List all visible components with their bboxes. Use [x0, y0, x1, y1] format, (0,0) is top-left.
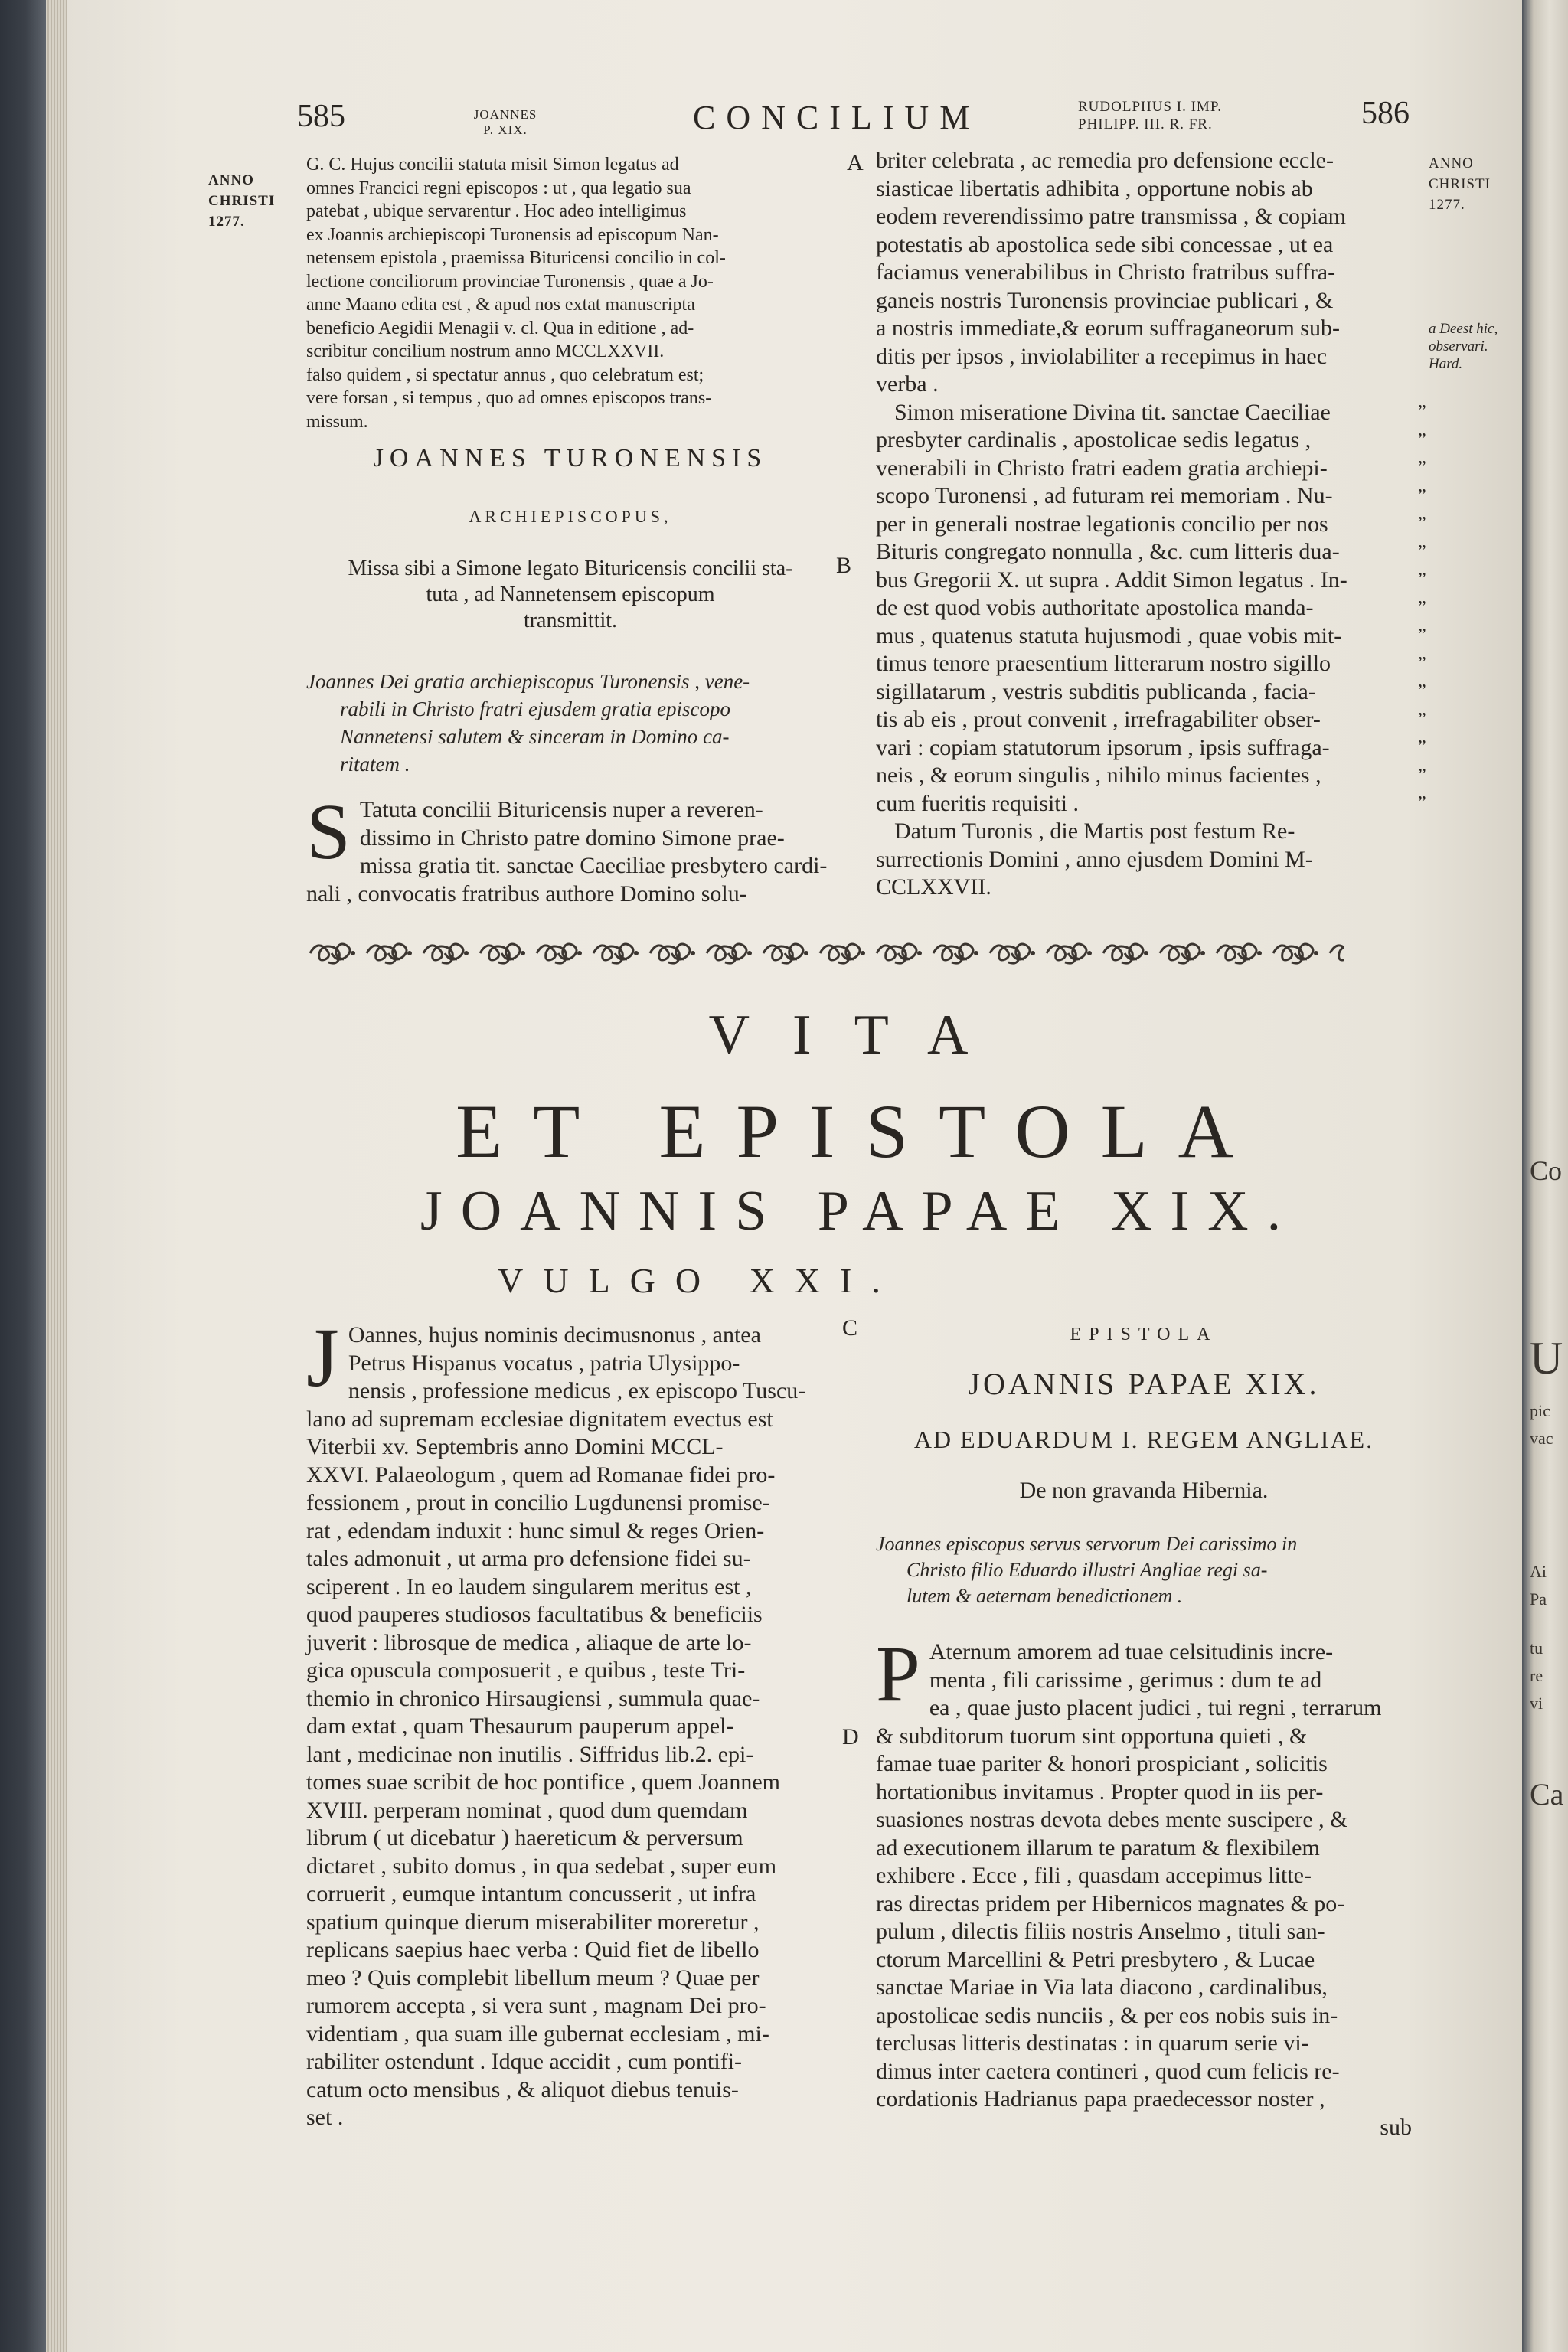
ornament-motif: [1103, 944, 1143, 963]
ornament-motif: [763, 944, 803, 963]
quote-mark: ”: [1418, 653, 1426, 674]
text-line: tales admonuit , ut arma pro defensione fidei su-: [306, 1546, 751, 1571]
text-line: quod pauperes studiosos facultatibus & beneficiis: [306, 1602, 763, 1627]
drop-cap: J: [306, 1311, 339, 1404]
text-line: Christo filio Eduardo illustri Angliae regi sa-: [906, 1559, 1268, 1581]
text-line: transmittit.: [523, 609, 618, 632]
quote-mark: ”: [1418, 514, 1426, 534]
ornament-dot: [804, 951, 808, 956]
text-line: videntiam , qua suam ille gubernat ecclesiam , mi-: [306, 2020, 769, 2047]
facing-fragment: vac: [1530, 1429, 1553, 1448]
margin-anno-left: [208, 170, 275, 232]
catchword: sub: [1380, 2114, 1412, 2140]
text-line: nali , convocatis fratribus authore Domino solu-: [306, 880, 747, 906]
text-line: Tatuta concilii Bituricensis nuper a reveren-: [359, 797, 763, 822]
quote-mark: ”: [1418, 485, 1426, 506]
text-line: rat , edendam induxit : hunc simul & reges Orien-: [306, 1517, 765, 1544]
ornament-dot: [1257, 951, 1262, 956]
section-marker: D: [842, 1724, 859, 1749]
text-line: meo ? Quis complebit libellum meum ? Quae per: [306, 1965, 760, 1991]
epistola-address: AD EDUARDUM I. REGEM ANGLIAE.: [913, 1426, 1374, 1453]
text-line: per in generali nostrae legationis concilio per nos: [876, 511, 1328, 537]
facing-fragment: U: [1530, 1333, 1563, 1383]
ornament-motif: [480, 944, 520, 963]
quote-mark: ”: [1418, 793, 1426, 813]
ornament-motif: [1217, 944, 1256, 963]
ornament-dot: [634, 951, 639, 956]
running-head-left: [459, 107, 551, 138]
text-line: G. C. Hujus concilii statuta misit Simon legatus ad: [306, 155, 679, 175]
quote-mark: ”: [1418, 430, 1426, 450]
text-line: eodem reverendissimo patre transmissa , & copiam: [876, 204, 1346, 229]
text-line: themio in chronico Hirsaugiensi , summula quae-: [306, 1685, 760, 1711]
text-line: replicans saepius haec verba : Quid fiet de libello: [306, 1937, 760, 1962]
text-line: dam extat , quam Thesaurum pauperum appel-: [306, 1713, 734, 1739]
right-column-top: [876, 147, 1412, 902]
text-line: lant , medicinae non inutilis . Siffridus lib.2. epi-: [306, 1741, 754, 1767]
section-marker: B: [836, 553, 852, 578]
text-line: hortationibus invitamus . Propter quod in iis per-: [876, 1779, 1324, 1805]
facing-fragment: pic: [1530, 1401, 1550, 1420]
page-number-right: 586: [1361, 96, 1410, 131]
text-line: sciperent . In eo laudem singularem meritus est ,: [306, 1573, 752, 1599]
text-line: suasiones nostras devota debes mente suscipere , &: [876, 1807, 1348, 1832]
text-line: Joannes Dei gratia archiepiscopus Turonensis , vene-: [306, 670, 750, 693]
text-line: sanctae Mariae in Via lata diacono , cardinalibus,: [876, 1975, 1328, 2000]
text-line: scribitur concilium nostrum anno MCCLXXVII.: [306, 341, 665, 361]
page-title: CONCILIUM: [693, 99, 981, 136]
text-line: terclusas litteris destinatas : in quarum serie vi-: [876, 2030, 1309, 2056]
ornament-dot: [747, 951, 752, 956]
text-line: spatium quinque dierum miserabiliter moreretur ,: [306, 1909, 760, 1935]
quote-mark: ”: [1418, 765, 1426, 786]
vita-body: [306, 1311, 835, 2132]
margin-line: Hard.: [1429, 356, 1463, 372]
text-line: omnes Francici regni episcopos : ut , qua legatio sua: [306, 178, 691, 198]
text-line: lutem & aeternam benedictionem .: [906, 1585, 1183, 1607]
page-number-left: 585: [297, 99, 345, 134]
ornament-motif: [537, 944, 577, 963]
text-line: missa gratia tit. sanctae Caeciliae presbytero cardi-: [359, 853, 828, 878]
text-line: ad executionem illarum te paratum & flexibilem: [876, 1834, 1320, 1860]
text-line: tomes suae scribit de hoc pontifice , quem Joannem: [306, 1769, 780, 1795]
running-head-right: [1078, 98, 1222, 133]
epistola-salutation: [876, 1531, 1412, 1609]
ornament-dot: [1314, 951, 1318, 956]
text-line: Datum Turonis , die Martis post festum Re-: [894, 818, 1295, 844]
epistola-body: [876, 1630, 1412, 2141]
text-line: lano ad supremam ecclesiae dignitatem evectus est: [306, 1406, 773, 1432]
ornament-motif: [650, 944, 690, 963]
text-line: & subditorum tuorum sint opportuna quieti , &: [876, 1723, 1308, 1749]
text-line: sigillatarum , vestris subditis publicanda , facia-: [876, 678, 1316, 704]
epistola-heading: JOANNIS PAPAE XIX.: [968, 1367, 1320, 1401]
text-line: dissimo in Christo patre domino Simone prae-: [359, 825, 785, 851]
quote-mark: ”: [1418, 570, 1426, 590]
text-line: Missa sibi a Simone legato Bituricensis concilii sta-: [348, 557, 793, 580]
text-line: patebat , ubique servarentur . Hoc adeo intelligimus: [306, 201, 687, 221]
text-line: briter celebrata , ac remedia pro defensione eccle-: [876, 148, 1334, 173]
text-line: Oannes, hujus nominis decimusnonus , antea: [348, 1322, 761, 1348]
text-line: de est quod vobis authoritate apostolica manda-: [876, 595, 1314, 620]
text-line: ritatem .: [340, 753, 410, 776]
text-line: ex Joannis archiepiscopi Turonensis ad episcopum Nan-: [306, 224, 719, 245]
running-head-line: RUDOLPHUS I. IMP.: [1078, 99, 1223, 115]
facing-page-edge: [1522, 0, 1568, 2352]
ornament-dot: [464, 951, 469, 956]
margin-line: a Deest hic,: [1429, 321, 1498, 337]
text-line: potestatis ab apostolica sede sibi concessae , ut ea: [876, 231, 1334, 257]
text-line: vari : copiam statutorum ipsorum , ipsis suffraga-: [876, 734, 1330, 760]
text-line: ctorum Marcellini & Petri presbytero , & Lucae: [876, 1946, 1315, 1972]
quote-marks: [1418, 398, 1438, 818]
text-line: Simon miseratione Divina tit. sanctae Caeciliae: [894, 399, 1331, 425]
text-line: gica opuscula composuerit , e quibus , teste Tri-: [306, 1658, 746, 1683]
text-line: ras directas pridem per Hibernicos magnates & po-: [876, 1890, 1345, 1916]
quote-mark: ”: [1418, 541, 1426, 562]
ornament-motif: [367, 944, 407, 963]
margin-note-right: [1429, 320, 1498, 373]
ornament-motif: [593, 944, 633, 963]
text-line: nensis , professione medicus , ex episcopo Tuscu-: [348, 1378, 806, 1403]
ornament-dot: [1087, 951, 1092, 956]
text-line: mus , quatenus statuta hujusmodi , quae vobis mit-: [876, 622, 1342, 648]
running-head-line: P. XIX.: [483, 122, 528, 137]
text-line: rabiliter ostendunt . Idque accidit , cum pontifi-: [306, 2049, 743, 2074]
ornament-motif: [990, 944, 1030, 963]
facing-fragment: tu: [1530, 1638, 1544, 1658]
letter-salutation: [306, 668, 835, 778]
ornament-dot: [1200, 951, 1205, 956]
text-line: ea , quae justo placent judici , tui regni , terrarum: [929, 1695, 1382, 1720]
ornament-dot: [691, 951, 695, 956]
intro-note: [306, 153, 835, 433]
text-line: set .: [306, 2105, 344, 2130]
quote-mark: ”: [1418, 402, 1426, 422]
text-line: XVIII. perperam nominat , quod dum quemdam: [306, 1797, 748, 1823]
ornament-dot: [577, 951, 582, 956]
text-line: corruerit , eumque intantum concusserit , ut infra: [306, 1881, 756, 1906]
ornament-dot: [861, 951, 865, 956]
text-line: falso quidem , si spectatur annus , quo celebratum est;: [306, 364, 704, 385]
ornament-dot: [974, 951, 978, 956]
text-line: XXVI. Palaeologum , quem ad Romanae fidei pro-: [306, 1462, 776, 1488]
text-line: ganeis nostris Turonensis provinciae publicari , &: [876, 287, 1334, 313]
margin-line: CHRISTI: [1429, 176, 1491, 192]
drop-cap: P: [876, 1630, 920, 1718]
title-et-epistola: ET EPISTOLA: [456, 1089, 1264, 1174]
ornament-motif: [707, 944, 746, 963]
facing-fragment: re: [1530, 1666, 1544, 1685]
text-line: vere forsan , si tempus , quo ad omnes episcopos trans-: [306, 388, 712, 408]
margin-anno-right: [1429, 153, 1491, 215]
text-line: Joannes episcopus servus servorum Dei carissimo in: [876, 1533, 1298, 1555]
ornament-band: [302, 934, 1344, 972]
letter-body: [306, 788, 835, 908]
ornament-dot: [521, 951, 525, 956]
facing-fragment: Pa: [1530, 1589, 1547, 1609]
drop-cap: S: [306, 788, 351, 876]
text-line: a nostris immediate,& eorum suffraganeorum sub-: [876, 315, 1340, 341]
text-line: cordationis Hadrianus papa praedecessor noster ,: [876, 2086, 1325, 2112]
quote-mark: ”: [1418, 709, 1426, 730]
section-marker: C: [842, 1315, 858, 1341]
text-line: pulum , dilectis filiis nostris Anselmo , tituli san-: [876, 1919, 1325, 1944]
facing-fragment: Co: [1530, 1155, 1563, 1186]
facing-fragment: Ai: [1530, 1562, 1547, 1581]
text-line: anne Maano edita est , & apud nos extat manuscripta: [306, 295, 695, 315]
text-line: surrectionis Domini , anno ejusdem Domini M-: [876, 846, 1313, 872]
text-line: exhibere . Ecce , fili , quasdam accepimus litte-: [876, 1863, 1312, 1888]
text-line: tis ab eis , prout convenit , irrefragabiliter obser-: [876, 707, 1321, 732]
text-line: ditis per ipsos , inviolabiliter a recepimus in haec: [876, 343, 1328, 369]
ornament-dot: [1031, 951, 1035, 956]
text-line: juverit : librosque de medica , aliaque de arte lo-: [306, 1629, 752, 1655]
page-fore-edge: [46, 0, 67, 2352]
ornament-motif: [1273, 944, 1313, 963]
title-joannis: JOANNIS PAPAE XIX.: [420, 1180, 1300, 1243]
text-line: timus tenore praesentium litterarum nostro sigillo: [876, 651, 1331, 676]
section-marker: A: [847, 150, 864, 175]
text-line: catum octo mensibus , & aliquot diebus tenuis-: [306, 2076, 739, 2102]
text-line: CCLXXVII.: [876, 874, 991, 900]
letter-subheading: ARCHIEPISCOPUS,: [469, 507, 672, 526]
text-line: Viterbii xv. Septembris anno Domini MCCL-: [306, 1434, 724, 1459]
ornament-motif: [1160, 944, 1200, 963]
text-line: cum fueritis requisiti .: [876, 790, 1079, 816]
text-line: fessionem , prout in concilio Lugdunensi promise-: [306, 1490, 770, 1515]
text-line: librum ( ut dicebatur ) haereticum & perversum: [306, 1825, 743, 1851]
quote-mark: ”: [1418, 458, 1426, 478]
title-vita: VITA: [708, 1004, 1011, 1067]
text-line: Aternum amorem ad tuae celsitudinis incre-: [929, 1639, 1334, 1664]
text-line: scopo Turonensi , ad futuram rei memoriam . Nu-: [876, 483, 1333, 508]
facing-fragment: vi: [1530, 1694, 1544, 1713]
text-line: Petrus Hispanus vocatus , patria Ulysippo-: [348, 1350, 740, 1376]
text-line: apostolicae sedis nunciis , & per eos nobis suis in-: [876, 2002, 1338, 2028]
text-line: lectione conciliorum provinciae Turonensis , quae a Jo-: [306, 271, 714, 292]
text-line: faciamus venerabilibus in Christo fratribus suffra-: [876, 260, 1336, 285]
text-line: neis , & eorum singulis , nihilo minus facientes ,: [876, 763, 1321, 788]
text-line: bus Gregorii X. ut supra . Addit Simon legatus . In-: [876, 567, 1348, 593]
margin-line: CHRISTI: [208, 193, 276, 209]
text-line: siasticae libertatis adhibita , opportune nobis ab: [876, 175, 1313, 201]
margin-line: observari.: [1429, 338, 1488, 354]
quote-mark: ”: [1418, 737, 1426, 757]
text-line: dimus inter caetera contineri , quod cum felicis re-: [876, 2058, 1340, 2084]
letter-heading: JOANNES TURONENSIS: [373, 444, 768, 472]
ornament-dot: [407, 951, 412, 956]
margin-line: 1277.: [208, 214, 245, 230]
text-line: presbyter cardinalis , apostolicae sedis legatus ,: [876, 427, 1312, 452]
text-line: rumorem accepta , si vera sunt , magnam Dei pro-: [306, 1993, 766, 2018]
running-head-line: JOANNES: [473, 107, 537, 122]
text-line: missum.: [306, 411, 368, 432]
epistola-label: EPISTOLA: [1070, 1325, 1218, 1344]
ornament-motif: [1047, 944, 1086, 963]
margin-line: ANNO: [208, 172, 254, 188]
text-line: tuta , ad Nannetensem episcopum: [426, 583, 715, 606]
margin-line: 1277.: [1429, 197, 1465, 213]
text-line: netensem epistola , praemissa Bituricensi concilio in col-: [306, 248, 726, 268]
text-line: verba .: [876, 371, 939, 397]
letter-summary: [306, 556, 835, 634]
title-vulgo: VULGO XXI.: [498, 1261, 900, 1300]
text-line: menta , fili carissime , gerimus : dum te ad: [929, 1667, 1322, 1693]
ornament-dot: [1144, 951, 1148, 956]
book-gutter: [0, 0, 46, 2352]
ornament-motif: [933, 944, 973, 963]
epistola-summary: De non gravanda Hibernia.: [1019, 1478, 1269, 1503]
text-line: famae tuae pariter & honori prospiciant , solicitis: [876, 1751, 1328, 1776]
quote-mark: ”: [1418, 681, 1426, 701]
ornament-dot: [917, 951, 922, 956]
text-line: dictaret , subito domus , in qua sedebat , super eum: [306, 1853, 777, 1879]
quote-mark: ”: [1418, 626, 1426, 645]
margin-line: ANNO: [1429, 155, 1474, 172]
ornament-motif: [423, 944, 463, 963]
ornament-motif: [877, 944, 916, 963]
quote-mark: ”: [1418, 597, 1426, 618]
ornament-motif: [820, 944, 860, 963]
running-head-line: PHILIPP. III. R. FR.: [1078, 116, 1213, 132]
text-line: Bituris congregato nonnulla , &c. cum litteris dua-: [876, 539, 1340, 564]
facing-fragment: Ca: [1530, 1777, 1564, 1811]
text-line: Nannetensi salutem & sinceram in Domino ca-: [340, 725, 730, 748]
text-line: rabili in Christo fratri ejusdem gratia episcopo: [340, 697, 731, 720]
text-line: venerabili in Christo fratri eadem gratia archiepi-: [876, 455, 1328, 481]
ornament-motif: [1330, 944, 1344, 963]
text-line: beneficio Aegidii Menagii v. cl. Qua in editione , ad-: [306, 318, 694, 338]
